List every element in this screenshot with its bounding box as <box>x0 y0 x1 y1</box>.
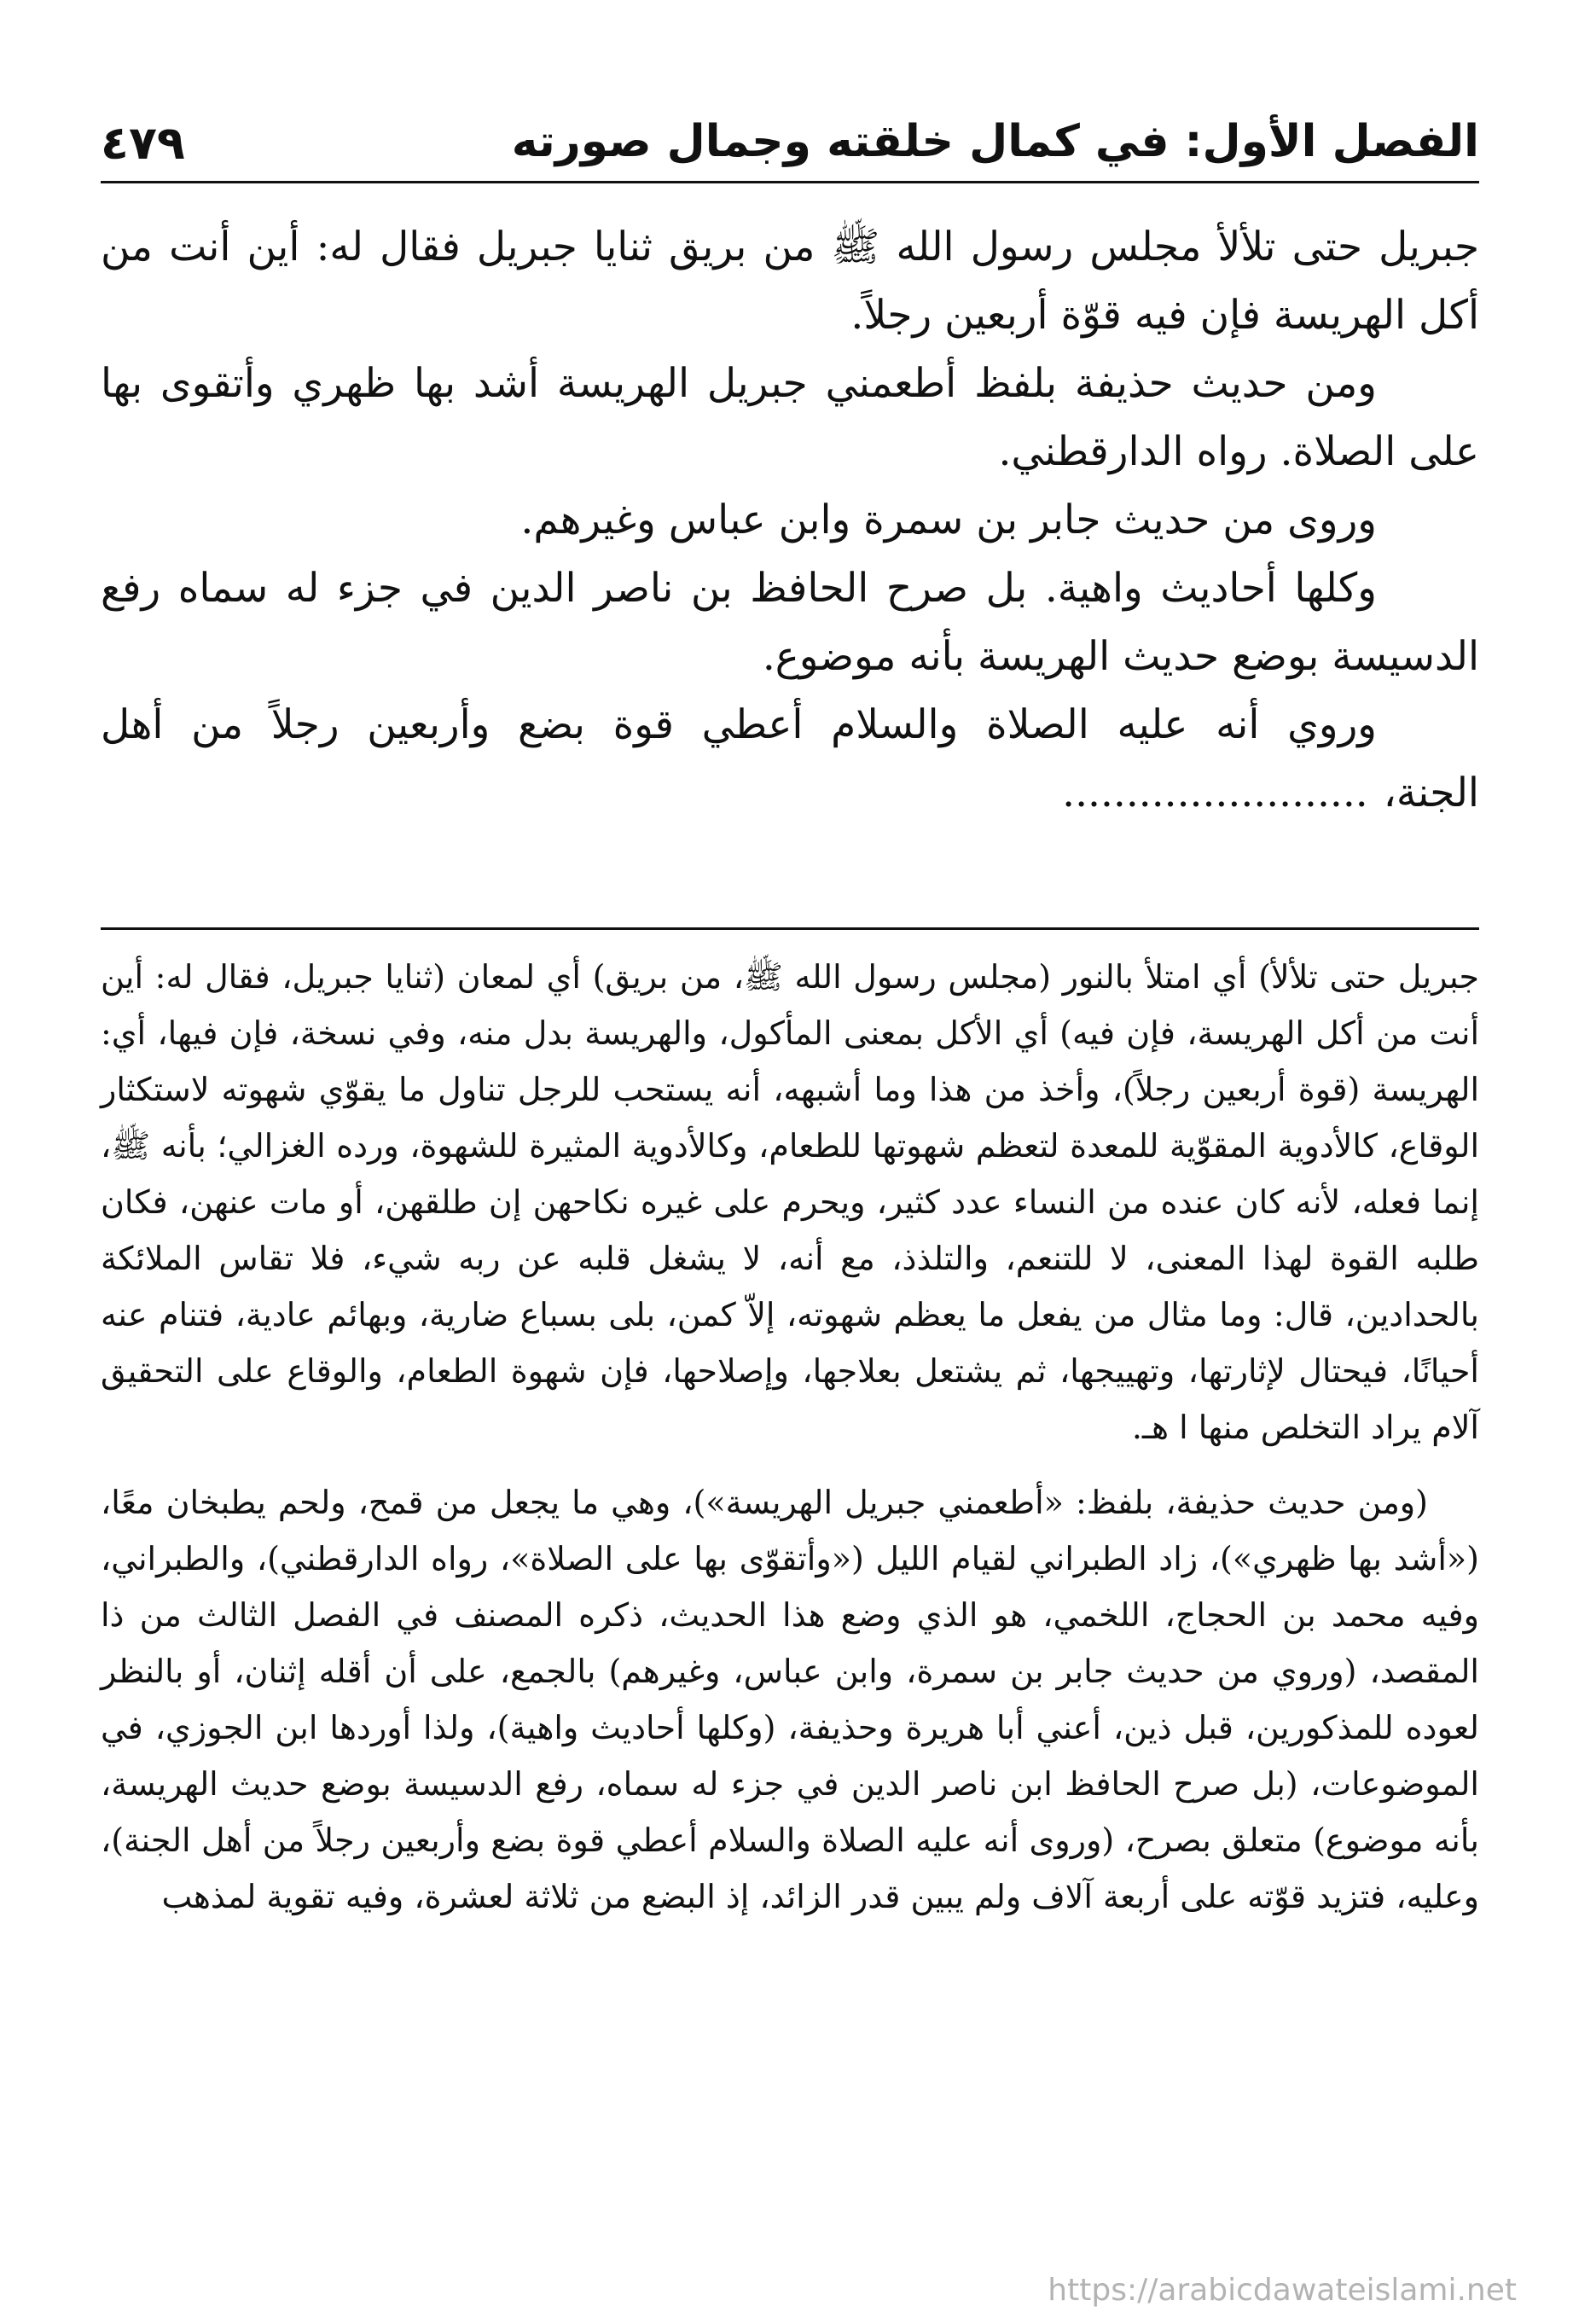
main-paragraph: وروى من حديث جابر بن سمرة وابن عباس وغيرهم. <box>520 497 1377 543</box>
page-header <box>101 101 1479 186</box>
commentary-text <box>101 949 1479 1925</box>
main-paragraph: ومن حديث حذيفة بلفظ أطعمني جبريل الهريسة أشد بها ظهري وأتقوى بها على الصلاة. رواه الدارقطني. <box>101 360 1479 475</box>
main-paragraph-with-dots <box>101 691 1479 828</box>
footnote-separator-rule <box>101 927 1479 930</box>
commentary-paragraph: جبريل حتى تلألأ) أي امتلأ بالنور (مجلس رسول الله ﷺ، من بريق) أي لمعان (ثنايا جبريل، فقال له: أين أنت من أكل الهريسة، فإن فيه) أي الأكل بمعنى المأكول، والهريسة بدل منه، وفي نسخة، فإن فيها، أي: الهريسة (قوة أربعين رجلاً)، وأخذ من هذا وما أشبهه، أنه يستحب للرجل تناول ما يقوّي شهوته لاستكثار الوقاع، كالأدوية المقوّية للمعدة لتعظم شهوتها للطعام، وكالأدوية المثيرة للشهوة، ورده الغزالي؛ بأنه ﷺ، إنما فعله، لأنه كان عنده من النساء عدد كثير، ويحرم على غيره نكاحهن إن طلقهن، أو مات عنهن، فكان طلبه القوة لهذا المعنى، لا للتنعم، والتلذذ، مع أنه، لا يشغل قلبه عن ربه شيء، فلا تقاس الملائكة بالحدادين، قال: وما مثال من يفعل ما يعظم شهوته، إلاّ كمن، بلى بسباع ضارية، وبهائم عادية، فتنام عنه أحيانًا، فيحتال لإثارتها، وتهييجها، ثم يشتعل بعلاجها، وإصلاحها، فإن شهوة الطعام، والوقاع على التحقيق آلام يراد التخلص منها ا هـ. <box>101 958 1479 1446</box>
main-paragraph: جبريل حتى تلألأ مجلس رسول الله ﷺ من بريق ثنايا جبريل فقال له: أين أنت من أكل الهريسة فإن فيه قوّة أربعين رجلاً. <box>101 224 1479 339</box>
watermark-url: https://arabicdawateislami.net <box>1048 2273 1517 2308</box>
ellipsis-dots: ........................ <box>1062 770 1368 816</box>
main-paragraph: وروي أنه عليه الصلاة والسلام أعطي قوة بضع وأربعين رجلاً من أهل الجنة، <box>101 701 1479 816</box>
page-number: ٤٧٩ <box>101 116 185 170</box>
running-title: الفصل الأول: في كمال خلقته وجمال صورته <box>511 116 1479 167</box>
commentary-paragraph: (ومن حديث حذيفة، بلفظ: «أطعمني جبريل الهريسة»)، وهي ما يجعل من قمح، ولحم يطبخان معًا، («أشد بها ظهري»)، زاد الطبراني لقيام الليل («وأتقوّى بها على الصلاة»، رواه الدارقطني)، والطبراني، وفيه محمد بن الحجاج، اللخمي، هو الذي وضع هذا الحديث، ذكره المصنف في الفصل الثالث من ذا المقصد، (وروي من حديث جابر بن سمرة، وابن عباس، وغيرهم) بالجمع، على أن أقله إثنان، أو بالنظر لعوده للمذكورين، قبل ذين، أعني أبا هريرة وحذيفة، (وكلها أحاديث واهية)، ولذا أوردها ابن الجوزي، في الموضوعات، (بل صرح الحافظ ابن ناصر الدين في جزء له سماه، رفع الدسيسة بوضع حديث الهريسة، بأنه موضوع) متعلق بصرح، (وروى أنه عليه الصلاة والسلام أعطي قوة بضع وأربعين رجلاً من أهل الجنة)، وعليه، فتزيد قوّته على أربعة آلاف ولم يبين قدر الزائد، إذ البضع من ثلاثة لعشرة، وفيه تقوية لمذهب <box>101 1484 1479 1915</box>
main-paragraph: وكلها أحاديث واهية. بل صرح الحافظ بن ناصر الدين في جزء له سماه رفع الدسيسة بوضع حديث الهريسة بأنه موضوع. <box>101 565 1479 680</box>
main-text <box>101 213 1479 828</box>
header-rule <box>101 181 1479 183</box>
